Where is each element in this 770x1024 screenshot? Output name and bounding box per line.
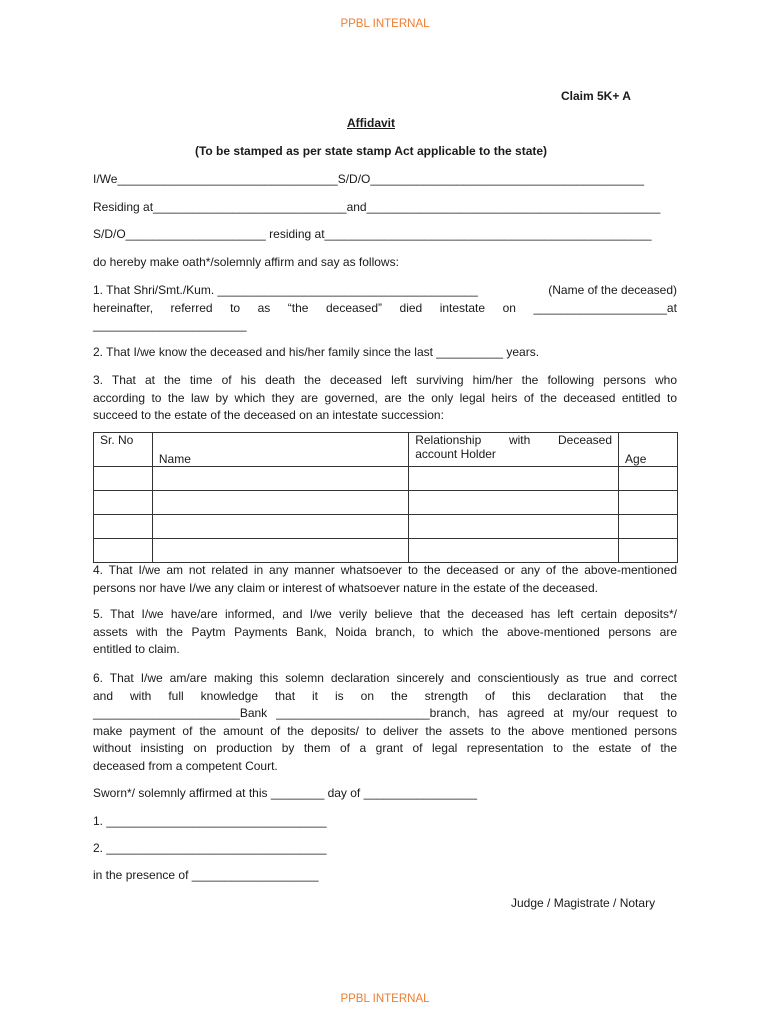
sworn-line: Sworn*/ solemnly affirmed at this ________ day of _________________: [93, 786, 478, 800]
presence-line: in the presence of ___________________: [93, 868, 319, 882]
table-row: [94, 467, 678, 491]
para6-line: deceased from a competent Court.: [93, 758, 278, 773]
paragraph-1: [93, 282, 677, 335]
header-sr-no: Sr. No: [94, 433, 153, 467]
paragraph-2: 2. That I/we know the deceased and his/her family since the last __________ years.: [93, 345, 540, 359]
table-cell[interactable]: [619, 467, 678, 491]
table-cell[interactable]: [409, 467, 619, 491]
paragraph-3: [93, 372, 677, 425]
para1-word: as: [257, 300, 271, 315]
para4-line: persons nor have I/we any claim or interest of whatsoever nature in the estate of the deceased.: [93, 580, 598, 595]
para6-line: make payment of the amount of the deposits/ to deliver the assets to the above mentioned persons: [93, 723, 677, 738]
paragraph-4: [93, 562, 677, 597]
paragraph-5: [93, 606, 677, 659]
para1-line1-start: 1. That Shri/Smt./Kum. _______________________________________: [93, 283, 478, 297]
table-row: [94, 491, 678, 515]
para1-line2: [93, 300, 677, 318]
oath-statement: do hereby make oath*/solemnly affirm and say as follows:: [93, 255, 399, 269]
para3-line: 3. That at the time of his death the deceased left surviving him/her the following persons who: [93, 373, 677, 387]
para1-word: referred: [170, 300, 213, 315]
page-header: PPBL INTERNAL: [340, 18, 430, 30]
para1-word: hereinafter,: [93, 300, 154, 315]
rel-line2: account Holder: [415, 447, 496, 461]
table-cell[interactable]: [152, 467, 408, 491]
table-cell[interactable]: [409, 491, 619, 515]
table-cell[interactable]: [409, 515, 619, 539]
para6-line: ______________________Bank _______________________branch, has agreed at my/our request to: [93, 706, 677, 721]
rel-word: Deceased: [557, 433, 613, 447]
table-cell[interactable]: [409, 539, 619, 563]
para1-word: “the: [287, 300, 309, 315]
table-row: [94, 539, 678, 563]
para1-word: died: [399, 300, 423, 315]
para3-line: succeed to the estate of the deceased on an intestate succession:: [93, 408, 444, 423]
table-cell[interactable]: [619, 515, 678, 539]
para6-line: without insisting on production by them of a grant of legal representation to the estate of the: [93, 741, 677, 756]
header-relationship: [409, 433, 619, 467]
para3-line: according to the law by which they are governed, are the only legal heirs of the deceased entitled to: [93, 390, 677, 405]
para1-word: on: [502, 300, 516, 315]
para1-word: to: [230, 300, 241, 315]
judge-signature-label: Judge / Magistrate / Notary: [511, 896, 656, 910]
para1-line3: _______________________: [93, 318, 247, 333]
header-name: Name: [152, 433, 408, 467]
para1-line1-end: (Name of the deceased): [548, 283, 677, 297]
para5-line: assets with the Paytm Payments Bank, Noida branch, to which the above-mentioned persons are: [93, 624, 677, 639]
table-cell[interactable]: [94, 515, 153, 539]
table-header-row: [94, 433, 678, 467]
table-cell[interactable]: [619, 539, 678, 563]
residence-line: Residing at_____________________________and____________________________________________: [93, 200, 661, 214]
table-cell[interactable]: [619, 491, 678, 515]
table-row: [94, 515, 678, 539]
table-cell[interactable]: [152, 539, 408, 563]
document-subtitle: (To be stamped as per state stamp Act applicable to the state): [194, 144, 548, 158]
table-cell[interactable]: [94, 467, 153, 491]
second-declarant-line: S/D/O_____________________ residing at_________________________________________________: [93, 227, 652, 241]
header-age: Age: [619, 433, 678, 467]
table-cell[interactable]: [152, 491, 408, 515]
para6-line: and with full knowledge that it is on the strength of this declaration that the: [93, 688, 677, 703]
witness-2-line: 2. _________________________________: [93, 841, 327, 855]
table-cell[interactable]: [94, 491, 153, 515]
table-cell[interactable]: [152, 515, 408, 539]
declarant-name-line: I/We_________________________________S/D/O_________________________________________: [93, 172, 644, 186]
table-cell[interactable]: [94, 539, 153, 563]
page-footer: PPBL INTERNAL: [340, 993, 430, 1005]
legal-heirs-table: [93, 432, 678, 563]
para1-word: intestate: [439, 300, 486, 315]
claim-reference: Claim 5K+ A: [561, 89, 631, 103]
paragraph-6: [93, 670, 677, 776]
para6-line: 6. That I/we am/are making this solemn declaration sincerely and conscientiously as true and correct: [93, 671, 677, 685]
para5-line: 5. That I/we have/are informed, and I/we verily believe that the deceased has left certain deposits*/: [93, 607, 677, 621]
rel-word: Relationship: [415, 433, 482, 447]
para1-word: ____________________at: [533, 300, 677, 315]
para5-line: entitled to claim.: [93, 642, 180, 657]
rel-word: with: [508, 433, 531, 447]
para4-line: 4. That I/we am not related in any manner whatsoever to the deceased or any of the above-mentioned: [93, 563, 677, 577]
document-title: Affidavit: [347, 116, 395, 130]
para1-word: deceased”: [325, 300, 383, 315]
witness-1-line: 1. _________________________________: [93, 814, 327, 828]
